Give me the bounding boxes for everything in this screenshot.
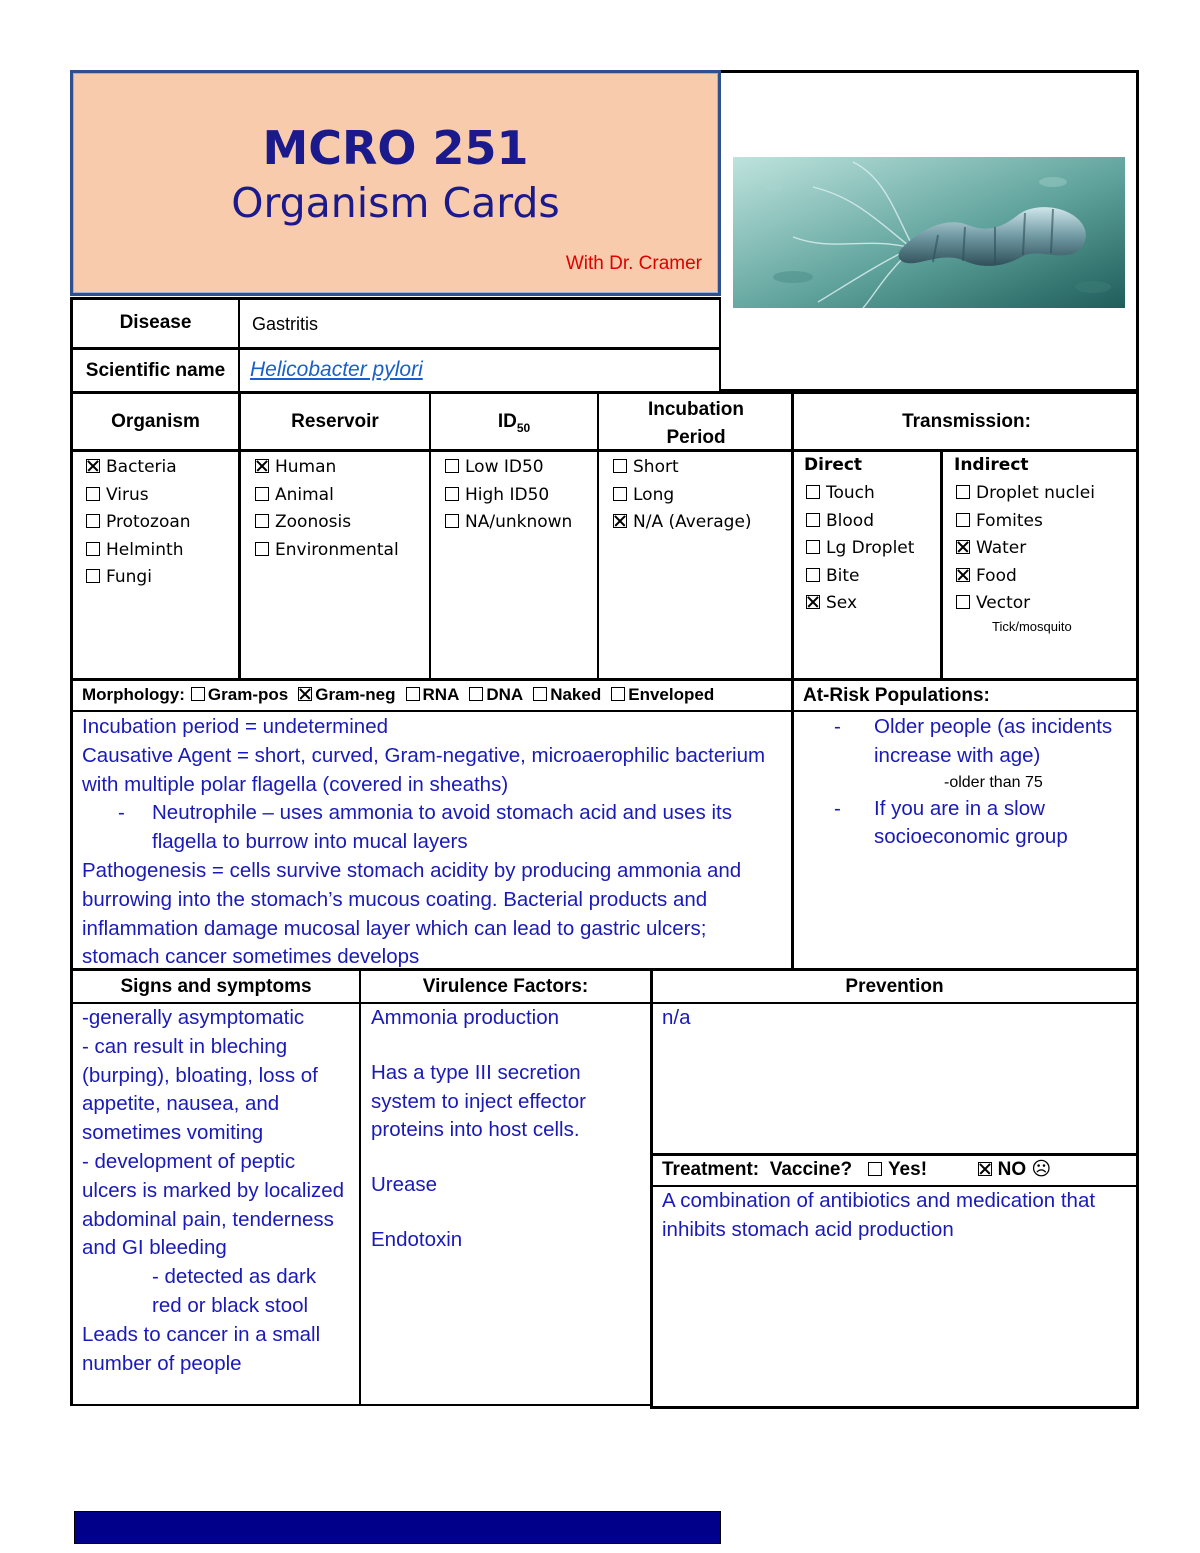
checkbox-option[interactable] <box>86 564 191 592</box>
checkbox-option[interactable] <box>956 590 1095 618</box>
divider <box>940 452 943 681</box>
instructor-label: With Dr. Cramer <box>565 253 702 274</box>
signs-header: Signs and symptoms <box>120 976 312 997</box>
treatment-value: A combination of antibiotics and medication that inhibits stomach acid production <box>662 1189 1096 1241</box>
checkbox-icon[interactable] <box>445 514 459 528</box>
divider <box>650 1153 1139 1156</box>
option-label: Environmental <box>275 539 399 560</box>
checkbox-icon[interactable] <box>86 569 100 583</box>
signs-line: Leads to cancer in a small number of people <box>82 1322 321 1375</box>
checkbox-option[interactable] <box>956 480 1095 508</box>
checkbox-icon[interactable] <box>806 568 820 582</box>
checkbox-icon[interactable] <box>445 459 459 473</box>
treatment-row <box>662 1158 1051 1181</box>
at-risk-header: At-Risk Populations: <box>803 685 990 706</box>
neutrophile-item: - Neutrophile – uses ammonia to avoid stomach acid and uses its flagella to burrow into mucal layers <box>82 799 782 857</box>
causative-text: Causative Agent = short, curved, Gram-negative, microaerophilic bacterium with multiple polar flagella (covered in sheaths) <box>82 743 766 796</box>
divider <box>238 297 240 391</box>
checkbox-option[interactable] <box>445 454 572 482</box>
divider <box>70 971 73 1406</box>
vaccine-no-checkbox[interactable] <box>978 1162 992 1176</box>
checkbox-option[interactable] <box>445 509 572 537</box>
divider <box>597 391 599 681</box>
checkbox-icon[interactable] <box>806 485 820 499</box>
description-text <box>82 713 782 972</box>
checkbox-option[interactable] <box>445 482 572 510</box>
checkbox-icon[interactable] <box>445 487 459 501</box>
option-label: Blood <box>826 510 874 531</box>
prevention-header: Prevention <box>845 976 944 997</box>
at-risk-item: If you are in a slow socioeconomic group <box>874 796 1068 849</box>
sad-face-icon: ☹ <box>1031 1159 1052 1180</box>
option-label: Droplet nuclei <box>976 483 1095 503</box>
checkbox-icon[interactable] <box>469 687 483 701</box>
checkbox-option[interactable] <box>806 508 914 536</box>
signs-line: - development of peptic ulcers is marked by localized abdominal pain, tenderness and GI bleeding <box>82 1149 345 1260</box>
virulence-item: Urease <box>371 1173 438 1197</box>
option-label: NA/unknown <box>465 512 573 532</box>
checkbox-option[interactable] <box>613 454 752 482</box>
checkbox-icon[interactable] <box>406 687 420 701</box>
checkbox-icon[interactable] <box>255 487 269 501</box>
checkbox-icon[interactable] <box>956 595 970 609</box>
pathogenesis-text: Pathogenesis = cells survive stomach acidity by producing ammonia and burrowing into the stomach’s mucous coating. Bacterial products and inflammation damage mucosal layer which can lead to gastric ulcers; stomach cancer sometimes develops <box>82 858 742 969</box>
transmission-header: Transmission: <box>902 411 1031 432</box>
course-title: MCRO 251 <box>262 121 529 175</box>
indirect-label: Indirect <box>954 455 1029 475</box>
checkbox-icon[interactable] <box>611 687 625 701</box>
neutrophile-text: Neutrophile – uses ammonia to avoid stomach acid and uses its flagella to burrow into mucal layers <box>152 801 733 854</box>
checkbox-icon[interactable] <box>86 487 100 501</box>
direct-label: Direct <box>804 455 863 475</box>
option-label: Virus <box>106 484 149 505</box>
option-label: Vector <box>976 593 1031 613</box>
scientific-name-label: Scientific name <box>85 360 226 381</box>
prevention-value: n/a <box>662 1006 691 1029</box>
checkbox-option[interactable] <box>806 590 914 618</box>
option-label: Lg Droplet <box>826 538 915 558</box>
virulence-item: Endotoxin <box>371 1227 463 1251</box>
checked-box-icon[interactable] <box>806 595 820 609</box>
checked-box-icon[interactable] <box>255 459 269 473</box>
option-label: Touch <box>826 483 875 503</box>
footer-bar <box>74 1511 721 1544</box>
incubation-text: Incubation period = undetermined <box>82 715 389 738</box>
option-label: High ID50 <box>465 484 550 505</box>
option-label: Water <box>976 538 1027 558</box>
incubation-options <box>613 454 752 537</box>
card-subtitle: Organism Cards <box>231 179 560 227</box>
checkbox-icon[interactable] <box>956 513 970 527</box>
checkbox-icon[interactable] <box>806 513 820 527</box>
virulence-item: Ammonia production <box>371 1006 560 1029</box>
indirect-options <box>956 480 1095 618</box>
checkbox-option[interactable] <box>86 509 191 537</box>
option-label: Helminth <box>106 539 184 560</box>
option-label: Zoonosis <box>275 512 352 532</box>
checkbox-option[interactable] <box>956 508 1095 536</box>
morphology-option: Gram-pos <box>207 685 289 704</box>
divider <box>1136 971 1139 1408</box>
vaccine-yes-label: Yes! <box>887 1159 928 1180</box>
incubation-header: Incubation Period <box>647 399 745 448</box>
checkbox-option[interactable] <box>806 480 914 508</box>
checkbox-option[interactable] <box>956 535 1095 563</box>
checkbox-option[interactable] <box>86 537 191 565</box>
checked-box-icon[interactable] <box>298 687 312 701</box>
option-label: Long <box>633 484 675 505</box>
organism-header: Organism <box>111 411 200 432</box>
divider <box>238 391 241 681</box>
card-header <box>70 70 721 296</box>
checkbox-icon[interactable] <box>255 514 269 528</box>
option-label: Food <box>976 565 1017 586</box>
checkbox-icon[interactable] <box>806 540 820 554</box>
organism-options <box>86 454 191 592</box>
bacteria-image <box>733 157 1125 308</box>
morphology-option: Gram-neg <box>315 685 396 704</box>
checkbox-option[interactable] <box>806 563 914 591</box>
option-label: Human <box>275 457 337 477</box>
vaccine-label: Vaccine? <box>769 1159 853 1180</box>
checked-box-icon[interactable] <box>613 514 627 528</box>
morphology-row <box>82 685 714 705</box>
at-risk-list: - Older people (as incidents increase with age) -older than 75 - If you are in a slow socioeconomic group <box>834 713 1134 852</box>
checkbox-icon[interactable] <box>533 687 547 701</box>
checkbox-option[interactable] <box>255 454 399 482</box>
option-label: Fomites <box>976 510 1043 531</box>
morphology-label: Morphology: <box>82 685 185 704</box>
option-label: Short <box>633 457 679 477</box>
option-label: Bite <box>826 565 860 586</box>
signs-text <box>82 1004 352 1378</box>
id50-options <box>445 454 572 537</box>
divider <box>70 1404 652 1406</box>
divider <box>359 971 361 1406</box>
checked-box-icon[interactable] <box>956 568 970 582</box>
checkbox-icon[interactable] <box>86 514 100 528</box>
morphology-option: Naked <box>550 685 602 704</box>
divider <box>791 391 794 681</box>
divider <box>719 297 721 391</box>
checkbox-icon[interactable] <box>255 542 269 556</box>
option-label: Animal <box>275 484 334 505</box>
vector-note: Tick/mosquito <box>992 619 1072 634</box>
checkbox-option[interactable] <box>613 482 752 510</box>
virulence-header: Virulence Factors: <box>422 976 589 997</box>
checkbox-option[interactable] <box>613 509 752 537</box>
virulence-item: Has a type III secretion system to inject effector proteins into host cells. <box>371 1060 586 1142</box>
morphology-option: DNA <box>486 685 524 704</box>
at-risk-item: Older people (as incidents increase with age) <box>874 715 1113 767</box>
option-label: N/A (Average) <box>633 512 752 532</box>
morphology-option: RNA <box>422 685 460 704</box>
signs-line: -generally asymptomatic <box>82 1006 305 1029</box>
divider <box>70 347 721 350</box>
divider <box>650 1406 1139 1409</box>
checkbox-option[interactable] <box>255 537 399 565</box>
option-label: Bacteria <box>106 457 177 477</box>
signs-line: - can result in bleching (burping), bloating, loss of appetite, nausea, and sometimes vomiting <box>82 1034 318 1145</box>
divider <box>70 710 1139 712</box>
option-label: Low ID50 <box>465 457 544 477</box>
checkbox-option[interactable] <box>806 535 914 563</box>
divider <box>791 681 794 971</box>
disease-label: Disease <box>119 312 192 333</box>
signs-line: - detected as dark red or black stool <box>152 1265 317 1317</box>
id50-header: $ID_{50}$ <box>497 411 531 435</box>
checkbox-option[interactable] <box>86 454 191 482</box>
checked-box-icon[interactable] <box>956 540 970 554</box>
option-label: Fungi <box>106 567 152 587</box>
divider <box>70 449 1139 452</box>
at-risk-note: -older than 75 <box>944 773 1043 791</box>
checkbox-icon[interactable] <box>613 459 627 473</box>
divider <box>650 971 653 1408</box>
checkbox-icon[interactable] <box>956 485 970 499</box>
vaccine-yes-checkbox[interactable] <box>868 1162 882 1176</box>
scientific-name-link[interactable]: Helicobacter pylori <box>250 358 423 381</box>
reservoir-header: Reservoir <box>291 411 379 432</box>
checkbox-option[interactable] <box>255 509 399 537</box>
direct-options <box>806 480 914 618</box>
checkbox-option[interactable] <box>956 563 1095 591</box>
treatment-label: Treatment: <box>662 1159 760 1180</box>
checkbox-option[interactable] <box>255 482 399 510</box>
checked-box-icon[interactable] <box>86 459 100 473</box>
checkbox-icon[interactable] <box>191 687 205 701</box>
virulence-list <box>371 1004 641 1255</box>
checkbox-icon[interactable] <box>86 542 100 556</box>
option-label: Protozoan <box>106 512 191 532</box>
checkbox-option[interactable] <box>86 482 191 510</box>
option-label: Sex <box>826 593 858 613</box>
vaccine-no-label: NO <box>997 1159 1027 1180</box>
checkbox-icon[interactable] <box>613 487 627 501</box>
morphology-option: Enveloped <box>628 685 715 704</box>
disease-value: Gastritis <box>252 314 319 334</box>
reservoir-options <box>255 454 399 564</box>
